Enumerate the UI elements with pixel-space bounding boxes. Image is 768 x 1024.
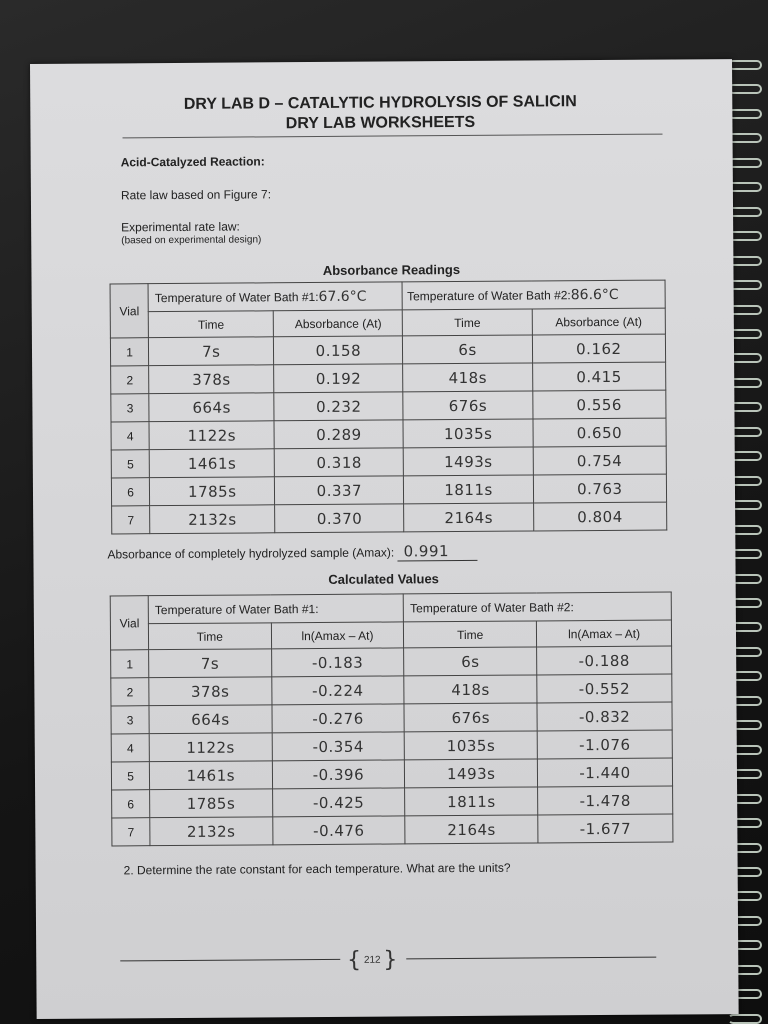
- table-row: 5 1461s 0.318 1493s 0.754: [111, 446, 666, 478]
- absorbance-table-title: Absorbance Readings: [322, 262, 461, 278]
- absorbance-table: [110, 280, 668, 535]
- table-row: 3 664s 0.232 676s 0.556: [111, 390, 666, 422]
- calc-bath2-header: Temperature of Water Bath #2:: [404, 592, 672, 622]
- amax-label: Absorbance of completely hydrolyzed sample (Amax):: [107, 545, 395, 562]
- footer-rule-right: [406, 957, 656, 960]
- calculated-table: [110, 592, 674, 847]
- table-row: 7 2132s -0.476 2164s -1.677: [112, 814, 673, 846]
- table-row: 5 1461s -0.396 1493s -1.440: [111, 758, 672, 790]
- worksheet-page: [30, 59, 739, 1019]
- amax-value: 0.991: [403, 542, 450, 561]
- footer-rule-left: [120, 959, 340, 962]
- table-row: 6 1785s -0.425 1811s -1.478: [112, 786, 673, 818]
- table-row: 2 378s -0.224 418s -0.552: [111, 674, 672, 706]
- exp-rate-law-label: Experimental rate law:: [121, 219, 240, 235]
- page-number: { 212 }: [347, 947, 398, 973]
- acid-heading: Acid-Catalyzed Reaction:: [120, 154, 265, 170]
- col-time-2: Time: [403, 309, 532, 336]
- table-row: 2 378s 0.192 418s 0.415: [111, 362, 666, 394]
- table-row: 3 664s -0.276 676s -0.832: [111, 702, 672, 734]
- col-abs-2: Absorbance (At): [532, 308, 666, 335]
- calc-col-ln-2: ln(Amax – At): [537, 620, 672, 647]
- table-row: 1 7s 0.158 6s 0.162: [110, 334, 665, 366]
- rate-law-label: Rate law based on Figure 7:: [120, 187, 272, 203]
- col-time-1: Time: [148, 311, 273, 338]
- table-row: 4 1122s -0.354 1035s -1.076: [111, 730, 672, 762]
- bath2-header: Temperature of Water Bath #2:86.6°C: [402, 280, 665, 310]
- table-row: 4 1122s 0.289 1035s 0.650: [111, 418, 666, 450]
- title-line-1: DRY LAB D – CATALYTIC HYDROLYSIS OF SALICIN: [183, 93, 577, 113]
- vial-header: Vial: [110, 596, 148, 650]
- table-row: 6 1785s 0.337 1811s 0.763: [111, 474, 666, 506]
- question-2: 2. Determine the rate constant for each temperature. What are the units?: [123, 860, 511, 878]
- bath1-temp: 67.6°C: [318, 288, 367, 305]
- table-row: 7 2132s 0.370 2164s 0.804: [112, 502, 667, 534]
- bath1-header: Temperature of Water Bath #1:67.6°C: [148, 282, 402, 312]
- vial-header: Vial: [110, 284, 149, 338]
- title-line-2: DRY LAB WORKSHEETS: [285, 113, 476, 133]
- calc-bath1-header: Temperature of Water Bath #1:: [148, 594, 403, 624]
- page-title: [150, 92, 610, 135]
- bath2-temp: 86.6°C: [570, 286, 619, 303]
- col-abs-1: Absorbance (At): [274, 310, 403, 337]
- amax-line: [107, 542, 477, 564]
- calculated-table-title: Calculated Values: [328, 571, 439, 587]
- calc-col-time-2: Time: [404, 621, 537, 648]
- calc-col-time-1: Time: [148, 623, 271, 650]
- exp-rate-law-note: (based on experimental design): [121, 234, 262, 247]
- table-row: 1 7s -0.183 6s -0.188: [111, 646, 672, 678]
- calc-col-ln-1: ln(Amax – At): [271, 622, 404, 649]
